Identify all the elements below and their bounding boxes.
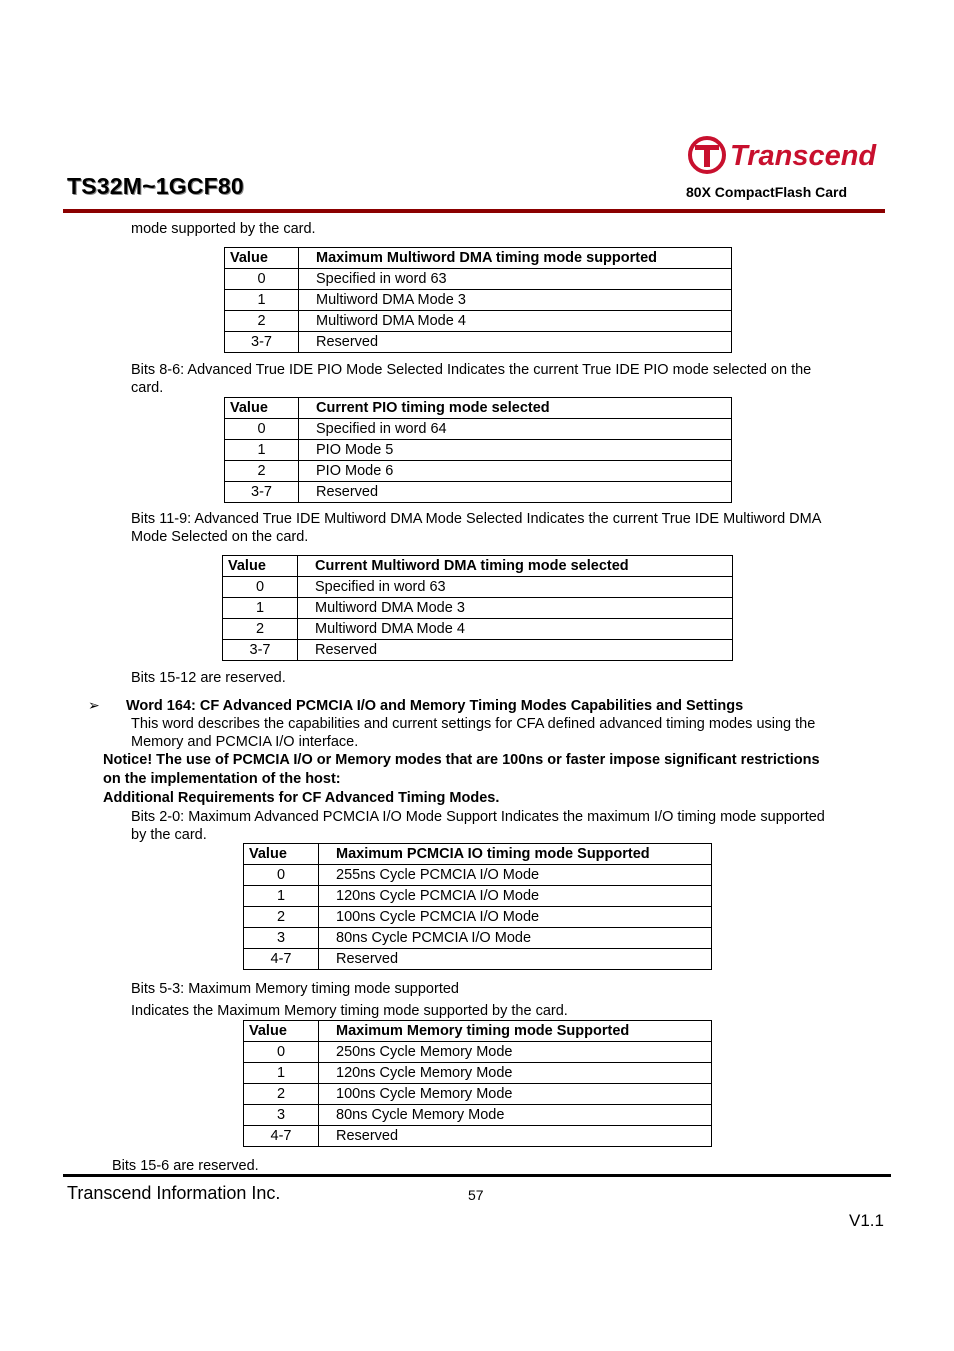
word164-desc-line2: Memory and PCMCIA I/O interface. <box>131 734 359 750</box>
table-row <box>223 577 733 598</box>
value-cell: 0 <box>225 419 299 440</box>
description-cell: 80ns Cycle Memory Mode <box>319 1105 712 1126</box>
bits-11-9-line2: Mode Selected on the card. <box>131 529 309 545</box>
footer-rule <box>63 1174 891 1177</box>
value-cell: 2 <box>244 907 319 928</box>
value-cell: 2 <box>225 461 299 482</box>
bits-5-3-line2: Indicates the Maximum Memory timing mode supported by the card. <box>131 1003 568 1019</box>
value-cell: 0 <box>225 269 299 290</box>
footer-company: Transcend Information Inc. <box>67 1183 281 1203</box>
bits-11-9-line1: Bits 11-9: Advanced True IDE Multiword DMA Mode Selected Indicates the current True IDE Multiword DMA <box>131 511 822 527</box>
value-cell: 0 <box>244 1042 319 1063</box>
table-row <box>244 1126 712 1147</box>
bits-2-0-line1: Bits 2-0: Maximum Advanced PCMCIA I/O Mode Support Indicates the maximum I/O timing mode supported <box>131 809 825 825</box>
bits-15-6-note: Bits 15-6 are reserved. <box>112 1158 259 1174</box>
table-row <box>225 290 732 311</box>
column-header: Maximum Memory timing mode Supported <box>319 1021 712 1042</box>
table-row <box>244 1042 712 1063</box>
description-cell: Multiword DMA Mode 3 <box>299 290 732 311</box>
value-cell: 1 <box>225 290 299 311</box>
value-cell: 3 <box>244 928 319 949</box>
value-cell: 1 <box>244 1063 319 1084</box>
description-cell: 255ns Cycle PCMCIA I/O Mode <box>319 865 712 886</box>
table-row <box>244 928 712 949</box>
table-row <box>225 332 732 353</box>
value-cell: 4-7 <box>244 949 319 970</box>
max-multiword-dma-table <box>224 247 732 353</box>
column-header: Value <box>225 248 299 269</box>
table-row <box>225 461 732 482</box>
current-pio-mode-table <box>224 397 732 503</box>
page-number: 57 <box>468 1187 484 1203</box>
table-row <box>223 640 733 661</box>
table-row <box>225 311 732 332</box>
value-cell: 2 <box>225 311 299 332</box>
logo-wordmark: Transcend <box>730 140 877 172</box>
table-row <box>244 907 712 928</box>
column-header: Current PIO timing mode selected <box>299 398 732 419</box>
column-header: Value <box>244 844 319 865</box>
intro-line: mode supported by the card. <box>131 221 316 237</box>
value-cell: 1 <box>225 440 299 461</box>
pcmcia-io-timing-table <box>243 843 712 970</box>
word164-desc-line1: This word describes the capabilities and current settings for CFA defined advanced timing modes using the <box>131 716 816 732</box>
notice-line1: Notice! The use of PCMCIA I/O or Memory modes that are 100ns or faster impose significant restrictions <box>103 752 820 768</box>
description-cell: Multiword DMA Mode 3 <box>298 598 733 619</box>
current-multiword-dma-table <box>222 555 733 661</box>
additional-requirements: Additional Requirements for CF Advanced Timing Modes. <box>103 790 500 806</box>
table-header-row <box>225 248 732 269</box>
column-header: Maximum PCMCIA IO timing mode Supported <box>319 844 712 865</box>
value-cell: 4-7 <box>244 1126 319 1147</box>
description-cell: Reserved <box>299 332 732 353</box>
memory-timing-table <box>243 1020 712 1147</box>
product-subtitle: 80X CompactFlash Card <box>686 184 848 200</box>
value-cell: 0 <box>223 577 298 598</box>
document-version: V1.1 <box>849 1211 884 1230</box>
value-cell: 1 <box>223 598 298 619</box>
description-cell: Reserved <box>319 949 712 970</box>
document-title: TS32M~1GCF80 <box>67 173 244 199</box>
value-cell: 2 <box>244 1084 319 1105</box>
table-row <box>244 949 712 970</box>
table-header-row <box>225 398 732 419</box>
bits-5-3-line1: Bits 5-3: Maximum Memory timing mode supported <box>131 981 459 997</box>
bits-2-0-line2: by the card. <box>131 827 207 843</box>
table-row <box>225 440 732 461</box>
description-cell: PIO Mode 6 <box>299 461 732 482</box>
description-cell: Multiword DMA Mode 4 <box>298 619 733 640</box>
description-cell: 100ns Cycle PCMCIA I/O Mode <box>319 907 712 928</box>
table-header-row <box>244 1021 712 1042</box>
bits-8-6-line1: Bits 8-6: Advanced True IDE PIO Mode Selected Indicates the current True IDE PIO mode selected on the <box>131 362 812 378</box>
description-cell: Specified in word 63 <box>299 269 732 290</box>
table-header-row <box>223 556 733 577</box>
value-cell: 3-7 <box>225 482 299 503</box>
header-rule <box>63 209 885 213</box>
word164-heading: Word 164: CF Advanced PCMCIA I/O and Memory Timing Modes Capabilities and Settings <box>126 698 744 714</box>
bits-8-6-line2: card. <box>131 380 164 396</box>
description-cell: Reserved <box>299 482 732 503</box>
description-cell: 80ns Cycle PCMCIA I/O Mode <box>319 928 712 949</box>
value-cell: 1 <box>244 886 319 907</box>
table-row <box>225 419 732 440</box>
table-row <box>244 1084 712 1105</box>
value-cell: 3 <box>244 1105 319 1126</box>
description-cell: PIO Mode 5 <box>299 440 732 461</box>
description-cell: Reserved <box>298 640 733 661</box>
table-row <box>223 598 733 619</box>
column-header: Maximum Multiword DMA timing mode supported <box>299 248 732 269</box>
table-row <box>225 482 732 503</box>
description-cell: 120ns Cycle Memory Mode <box>319 1063 712 1084</box>
column-header: Value <box>244 1021 319 1042</box>
table-row <box>244 1063 712 1084</box>
description-cell: Multiword DMA Mode 4 <box>299 311 732 332</box>
value-cell: 2 <box>223 619 298 640</box>
description-cell: 100ns Cycle Memory Mode <box>319 1084 712 1105</box>
description-cell: 120ns Cycle PCMCIA I/O Mode <box>319 886 712 907</box>
table-row <box>244 1105 712 1126</box>
table-header-row <box>244 844 712 865</box>
transcend-logo <box>686 134 882 176</box>
value-cell: 0 <box>244 865 319 886</box>
table-row <box>244 886 712 907</box>
transcend-logo-mark-icon <box>690 138 724 172</box>
description-cell: Specified in word 63 <box>298 577 733 598</box>
bullet-arrow-icon: ➢ <box>88 697 100 713</box>
description-cell: Specified in word 64 <box>299 419 732 440</box>
value-cell: 3-7 <box>223 640 298 661</box>
table-row <box>244 865 712 886</box>
notice-line2: on the implementation of the host: <box>103 771 341 787</box>
description-cell: Reserved <box>319 1126 712 1147</box>
table-row <box>225 269 732 290</box>
column-header: Current Multiword DMA timing mode selected <box>298 556 733 577</box>
column-header: Value <box>225 398 299 419</box>
column-header: Value <box>223 556 298 577</box>
table-row <box>223 619 733 640</box>
value-cell: 3-7 <box>225 332 299 353</box>
description-cell: 250ns Cycle Memory Mode <box>319 1042 712 1063</box>
bits-15-12-note: Bits 15-12 are reserved. <box>131 670 286 686</box>
